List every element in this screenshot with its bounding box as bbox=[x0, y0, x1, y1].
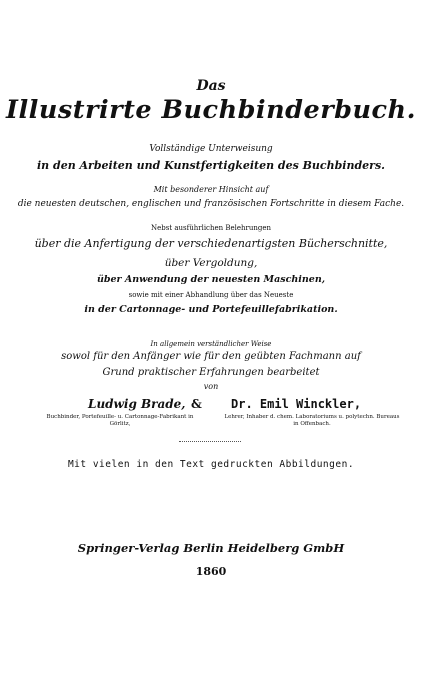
book-title: Illustrirte Buchbinderbuch. bbox=[6, 95, 416, 125]
subtitle-line-6: über die Anfertigung der verschiedenartigsten Bücherschnitte, bbox=[34, 237, 388, 250]
author-2-name: Dr. Emil Winckler, bbox=[231, 397, 362, 411]
illustrations-note: Mit vielen in den Text gedruckten Abbildungen. bbox=[67, 459, 355, 470]
subtitle-line-4: die neuesten deutschen, englischen und französischen Fortschritte in diesem Fache. bbox=[17, 199, 405, 209]
subtitle-line-1: Vollständige Unterweisung bbox=[149, 144, 273, 154]
author-1-description: Buchbinder, Portefeuille- u. Cartonnage-Fabrikant in Görlitz, bbox=[46, 414, 194, 427]
publication-year: 1860 bbox=[195, 565, 227, 578]
subtitle-line-8: über Anwendung der neuesten Maschinen, bbox=[96, 274, 326, 285]
subtitle-line-3: Mit besonderer Hinsicht auf bbox=[153, 185, 269, 194]
title-article: Das bbox=[196, 78, 226, 94]
dotted-divider bbox=[179, 441, 241, 442]
subtitle-line-9: sowie mit einer Abhandlung über das Neueste bbox=[128, 291, 294, 299]
intro-line-2: sowol für den Anfänger wie für den geübten Fachmann auf bbox=[61, 351, 361, 362]
author-1-name: Ludwig Brade, bbox=[88, 397, 186, 411]
intro-line-3: Grund praktischer Erfahrungen bearbeitet bbox=[102, 367, 320, 378]
subtitle-line-5: Nebst ausführlichen Belehrungen bbox=[150, 224, 272, 232]
publisher-name: Springer-Verlag Berlin Heidelberg GmbH bbox=[77, 541, 345, 555]
author-2-description: Lehrer, Inhaber d. chem. Laboratoriums u. polytechn. Bureaus in Offenbach. bbox=[224, 414, 400, 427]
subtitle-line-7: über Vergoldung, bbox=[164, 257, 258, 269]
intro-line-1: In allgemein verständlicher Weise bbox=[150, 340, 272, 348]
author-ampersand: & bbox=[191, 397, 202, 411]
by-word: von bbox=[203, 382, 219, 391]
subtitle-line-2: in den Arbeiten und Kunstfertigkeiten des Buchbinders. bbox=[37, 159, 385, 172]
subtitle-line-10: in der Cartonnage- und Portefeuillefabrikation. bbox=[84, 304, 338, 315]
